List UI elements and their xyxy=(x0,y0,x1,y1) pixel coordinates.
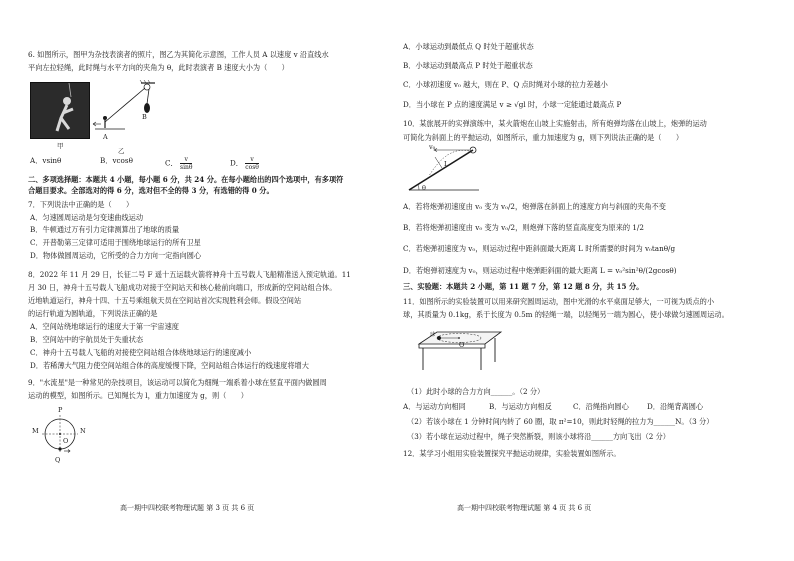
q7-option-c: C．开普勒第三定律可适用于围绕地球运行的所有卫星 xyxy=(30,238,201,247)
q6-option-c-label: C． xyxy=(165,158,178,168)
incline-projectile-diagram xyxy=(407,144,482,194)
fig-label-v0: v₀ xyxy=(429,143,436,151)
fig-label-N: N xyxy=(80,427,86,435)
fig-label-O: O xyxy=(63,437,69,445)
fig-label-M: M xyxy=(32,427,39,435)
q8-stem-line3: 近地轨道运行，神舟十四、十五号乘组航天员在空间站首次实现胜利会师。假设空间站 xyxy=(28,296,302,305)
fig-label-yi: 乙 xyxy=(118,147,125,155)
q6-stem-line1: 6. 如图所示，图甲为杂技表演者的照片，图乙为其简化示意图，工作人员 A 以速度 v 沿直线水 xyxy=(28,50,329,59)
q11-part1-option-a: A．与运动方向相同 xyxy=(403,402,466,411)
fig-label-B: B xyxy=(142,113,147,121)
frac-num: v xyxy=(245,156,259,164)
fig-label-Q: Q xyxy=(55,456,61,464)
q6-option-a: A．vsinθ xyxy=(30,156,62,165)
section3-title: 三、实验题：本题共 2 小题，第 11 题 7 分，第 12 题 8 分，共 15 分。 xyxy=(403,282,644,291)
section2-title-line1: 二、多项选择题：本题共 4 小题，每小题 6 分，共 24 分。在每小题给出的四个选项中，有多项符 xyxy=(28,175,344,184)
q10-option-d: D．若炮弹初速度为 v₀，则运动过程中炮弹距斜面的最大距离 L = v₀²sin²θ/(2gcosθ) xyxy=(403,266,677,275)
exam-page-4 xyxy=(397,0,794,561)
frac-den: cosθ xyxy=(245,164,259,171)
fig-label-jia: 甲 xyxy=(57,142,64,150)
q11-part1-option-b: B．与运动方向相反 xyxy=(489,402,552,411)
frac-den: sinθ xyxy=(179,164,193,171)
acrobat-silhouette-icon xyxy=(31,83,89,138)
q10-option-a: A．若将炮弹初速度由 v₀ 变为 v₀/2，炮弹落在斜面上的速度方向与斜面的夹角不变 xyxy=(403,202,666,211)
q11-stem-line2: 球，其质量为 0.1kg，系于长度为 0.5m 的轻绳一端，以轻绳另一端为圆心，使小球做匀速圆周运动。 xyxy=(403,310,729,319)
fig-label-O-table: O xyxy=(459,341,465,349)
q8-option-a: A．空间站绕地球运行的速度大于第一宇宙速度 xyxy=(30,322,179,331)
frac-num: v xyxy=(180,156,192,164)
q8-stem-line1: 8．2022 年 11 月 29 日，长征二号 F 遥十五运载火箭将神舟十五号载人飞船精准送入预定轨道。11 xyxy=(28,270,351,279)
q7-stem: 7．下列说法中正确的是（ ） xyxy=(28,200,134,209)
q11-stem-line1: 11．如图所示的实验装置可以用来研究圆周运动，图中光滑的水平桌面足够大，一可视为质点的小 xyxy=(403,297,715,306)
q8-stem-line4: 的运行轨道为圆轨道，下列说法正确的是 xyxy=(28,309,158,318)
q7-option-a: A．匀速圆周运动是匀变速曲线运动 xyxy=(30,213,144,222)
q8-option-c: C．神舟十五号载人飞船的对接使空间站组合体绕地球运行的速度减小 xyxy=(30,348,252,357)
fig-label-theta: θ xyxy=(422,184,426,192)
q9-option-d: D．当小球在 P 点的速度满足 v ≥ √gl 时，小球一定能通过最高点 P xyxy=(403,100,622,109)
q10-option-c: C．若炮弹初速度为 v₀，则运动过程中距斜面最大距离 L 时所需要的时间为 v₀tanθ/g xyxy=(403,244,676,253)
q6-option-c-fraction xyxy=(180,156,192,171)
q6-option-c xyxy=(165,156,192,171)
page-footer-right: 高一期中四校联考物理试题 第 4 页 共 6 页 xyxy=(457,504,592,512)
page-footer-left: 高一期中四校联考物理试题 第 3 页 共 6 页 xyxy=(120,504,255,512)
tabletop-circle-diagram xyxy=(415,326,505,374)
q9-option-c: C．小球初速度 v₀ 越大，则在 P、Q 点时绳对小球的拉力差越小 xyxy=(403,80,608,89)
q10-option-b: B．若将炮弹初速度由 v₀ 变为 v₀/2，则炮弹下落的竖直高度变为原来的 1/2 xyxy=(403,223,644,232)
q6-option-d-fraction xyxy=(245,156,259,171)
q8-stem-line2: 月 30 日，神舟十五号载人飞船成功对接于空间站天和核心舱前向端口，形成新的空间站组合体。 xyxy=(28,283,337,292)
q8-option-b: B．空间站中的宇航员处于失重状态 xyxy=(30,335,144,344)
fig-label-A: A xyxy=(103,133,108,141)
q6-option-b: B．vcosθ xyxy=(100,156,133,165)
q10-stem-line1: 10．某旅展开的实弹演练中，某火箭炮在山坡上实施射击，所有炮弹均落在山坡上，炮弹的运动 xyxy=(403,119,707,128)
q8-option-d: D．若稀薄大气阻力使空间站组合体的高度缓慢下降，空间站组合体运行的线速度将增大 xyxy=(30,361,309,370)
fig-label-P: P xyxy=(58,406,63,414)
q6-option-d xyxy=(230,156,259,171)
q9-option-a: A．小球运动到最低点 Q 时处于超重状态 xyxy=(403,42,534,51)
q9-option-b: B．小球运动到最高点 P 时处于超重状态 xyxy=(403,61,533,70)
q9-stem-line1: 9．"水流星"是一种常见的杂技项目，该运动可以简化为细绳一端系着小球在竖直平面内做圆周 xyxy=(28,378,327,387)
q11-part1-option-c: C．沿绳指向圆心 xyxy=(573,402,629,411)
acrobat-photo xyxy=(30,82,90,139)
q6-stem-line2: 平向左拉轻绳，此时绳与水平方向的夹角为 θ，此时表演者 B 速度大小为（ ） xyxy=(28,63,289,72)
q6-option-d-label: D． xyxy=(230,158,243,168)
q11-part1-option-d: D．沿绳背离圆心 xyxy=(647,402,704,411)
section2-title-line2: 合题目要求。全部选对的得 6 分，选对但不全的得 3 分，有选错的得 0 分。 xyxy=(28,186,274,195)
fig-label-ball: 球 xyxy=(430,332,436,338)
q7-option-b: B．牛顿通过万有引力定律测算出了地球的质量 xyxy=(30,225,180,234)
q11-part2: （2）若该小球在 1 分钟时间内转了 60 圈，取 π²=10，则此时轻绳的拉力为______N。（3 分） xyxy=(407,417,714,426)
q7-option-d: D．物体做圆周运动，它所受的合力方向一定指向圆心 xyxy=(30,251,202,260)
q11-part1: （1）此时小球的合力方向______。（2 分） xyxy=(407,387,545,396)
vertical-circle-diagram xyxy=(38,412,82,456)
q10-stem-line2: 可简化为斜面上的平抛运动，如图所示，重力加速度为 g，则下列说法正确的是（ ） xyxy=(403,133,684,142)
q11-part3: （3）若小球在运动过程中，绳子突然断裂，则该小球将沿______方向飞出（2 分） xyxy=(407,432,670,441)
fig-label-L: L xyxy=(444,160,449,168)
q9-stem-line2: 运动的模型，如图所示。已知绳长为 l，重力加速度为 g，则（ ） xyxy=(28,391,248,400)
q12-stem: 12．某学习小组用实验装置探究平抛运动规律，实验装置如图所示。 xyxy=(403,449,621,458)
